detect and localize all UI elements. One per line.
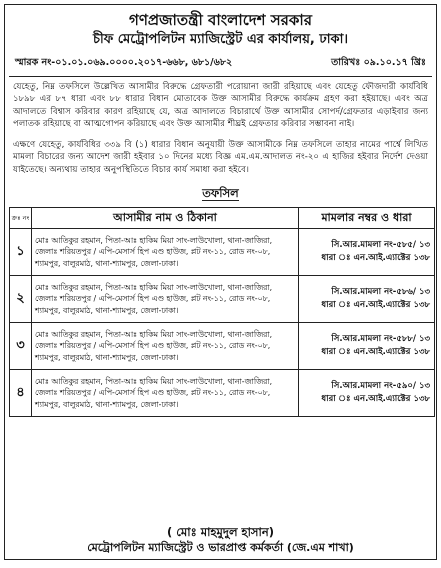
row-case-cell [299,323,435,370]
table-row [10,229,435,276]
table-row [10,323,435,370]
row-accused: মোঃ আতিকুর রহমান, পিতা-আঃ হাকিম মিয়া সাং-লাউখোলা, থানা-জাজিরা, জেলাঃ শরিয়তপুর / এপি-মেসার্স হিপ এণ্ড হাউজ, প্লট নং-১১, রোড নং-০৮, শ্যামপুর, বালুরমাঠ, থানা-শ্যামপুর, জেলা-ঢাকা। [32,323,299,370]
row-accused: মোঃ আতিকুর রহমান, পিতা-আঃ হাকিম মিয়া সাং-লাউখোলা, থানা-জাজিরা, জেলাঃ শরিয়তপুর / এপি-মেসার্স হিপ এণ্ড হাউজ, প্লট নং-১১, রোড নং-০৮, শ্যামপুর, বালুরমাঠ, থানা-শ্যামপুর, জেলা-ঢাকা। [32,370,299,417]
schedule-header-row [10,208,435,229]
row-accused: মোঃ আতিকুর রহমান, পিতা-আঃ হাকিম মিয়া সাং-লাউখোলা, থানা-জাজিরা, জেলাঃ শরিয়তপুর / এপি-মেসার্স হিপ এণ্ড হাউজ, প্লট নং-১১, রোড নং-০৮, শ্যামপুর, বালুরমাঠ, থানা-শ্যামপুর, জেলা-ঢাকা। [32,229,299,276]
schedule-table [9,207,435,417]
row-accused: মোঃ আতিকুর রহমান, পিতা-আঃ হাকিম মিয়া সাং-লাউখোলা, থানা-জাজিরা, জেলাঃ শরিয়তপুর / এপি-মেসার্স হিপ এণ্ড হাউজ, প্লট নং-১১, রোড নং-০৮, শ্যামপুর, বালুরমাঠ, থানা-শ্যামপুর, জেলা-ঢাকা। [32,276,299,323]
row-serial: ৪ [10,370,32,417]
col-header-case: মামলার নম্বর ও ধারা [299,208,435,229]
signatory-designation: মেট্রোপলিটন ম্যাজিস্ট্রেট ও ভারপ্রাপ্ত কর্মকর্তা (জে.এম শাখা) [87,541,354,554]
row-case-number: সি.আর.মামলা নং-৫৯০/ ১৩ [331,381,430,392]
row-case-section: ধারা ঃ এন.আই.এ্যাক্টের ১৩৮ [321,394,430,405]
row-serial: ৩ [10,323,32,370]
row-case-number: সি.আর.মামলা নং-৫৮৫/ ১৩ [331,240,430,251]
table-row [10,370,435,417]
divider [9,76,432,77]
table-row [10,276,435,323]
office-title: চীফ মেট্রোপলিটন ম্যাজিস্ট্রেট এর কার্যালয়, ঢাকা। [92,32,348,47]
row-case-section: ধারা ঃ এন.আই.এ্যাক্টের ১৩৮ [321,300,430,311]
row-case-cell [299,276,435,323]
body-paragraph-1: যেহেতু, নিম্ন তফসিলে উল্লেখিত আসামীর বিরুদ্ধে গ্রেফতারী পরোয়ানা জারী রহিয়াছে এবং যেহেতু ফৌজদারী কার্যবিধি ১৮৯৮ এর ৮৭ ধারা এবং ৮৮ ধারার বিধান মোতাবেক উক্ত আসামীর বিরুদ্ধে কার্যক্রম গ্রহণ করা হইয়াছে। এবং অত্র আদালতে বিশ্বাস করিবার কারণ রহিয়াছে যে, অত্র আদালতে বিচারার্থে উক্ত আসামীর সোপর্দ/গ্রেফতার এড়াইবার জন্য পলাতক রহিয়াছে বা আত্মগোপন করিয়াছে এবং উক্ত আসামীর শীঘ্রই গ্রেফতার করিবার সম্ভাবনা নাই। [13,82,428,129]
schedule-heading-wrap [5,182,436,204]
signature-block [5,524,436,555]
col-header-serial: ক্রঃ নং [10,208,32,229]
col-header-accused: আসামীর নাম ও ঠিকানা [32,208,299,229]
row-case-section: ধারা ঃ এন.আই.এ্যাক্টের ১৩৮ [321,253,430,264]
row-serial: ১ [10,229,32,276]
government-title: গণপ্রজাতন্ত্রী বাংলাদেশ সরকার [129,11,312,29]
notice-document [4,4,437,560]
row-case-number: সি.আর.মামলা নং-৫৮৮/ ১৩ [331,334,430,345]
row-case-cell [299,229,435,276]
memo-date: তারিখঃ ০৯.১০.১৭ খ্রিঃ [331,57,426,68]
schedule-heading: তফসিল [202,186,239,201]
memo-reference: স্মারক নং-০১.০১.০৬৯.০০০০.২০১৭-৬৬৮, ৬৮১/৬৮২ [15,57,233,68]
body-paragraph-2: এক্ষণে যেহেতু, কার্যবিধির ৩৩৯ বি (১) ধারার বিধান অনুযায়ী উক্ত আসামীকে নিম্ন তফসিলে তাহার নামের পার্শ্বে লিখিত মামলা বিচারের জন্য আদেশ জারী হইবার ১০ দিনের মধ্যে বিজ্ঞ এম.এম.আদালত নং-২০ এ হাজির হইবার নির্দেশ দেওয়া যাইতেছে। অন্যথায় তাহার অনুপস্থিতিতে বিচার কার্য সমাধা করা হইবে। [13,140,428,175]
memo-row [15,56,426,71]
row-case-cell [299,370,435,417]
row-serial: ২ [10,276,32,323]
row-case-section: ধারা ঃ এন.আই.এ্যাক্টের ১৩৮ [321,347,430,358]
signatory-name: ( মোঃ মাহমুদুল হাসান) [167,525,274,539]
row-case-number: সি.আর.মামলা নং-৫৮৬/ ১৩ [331,287,430,298]
